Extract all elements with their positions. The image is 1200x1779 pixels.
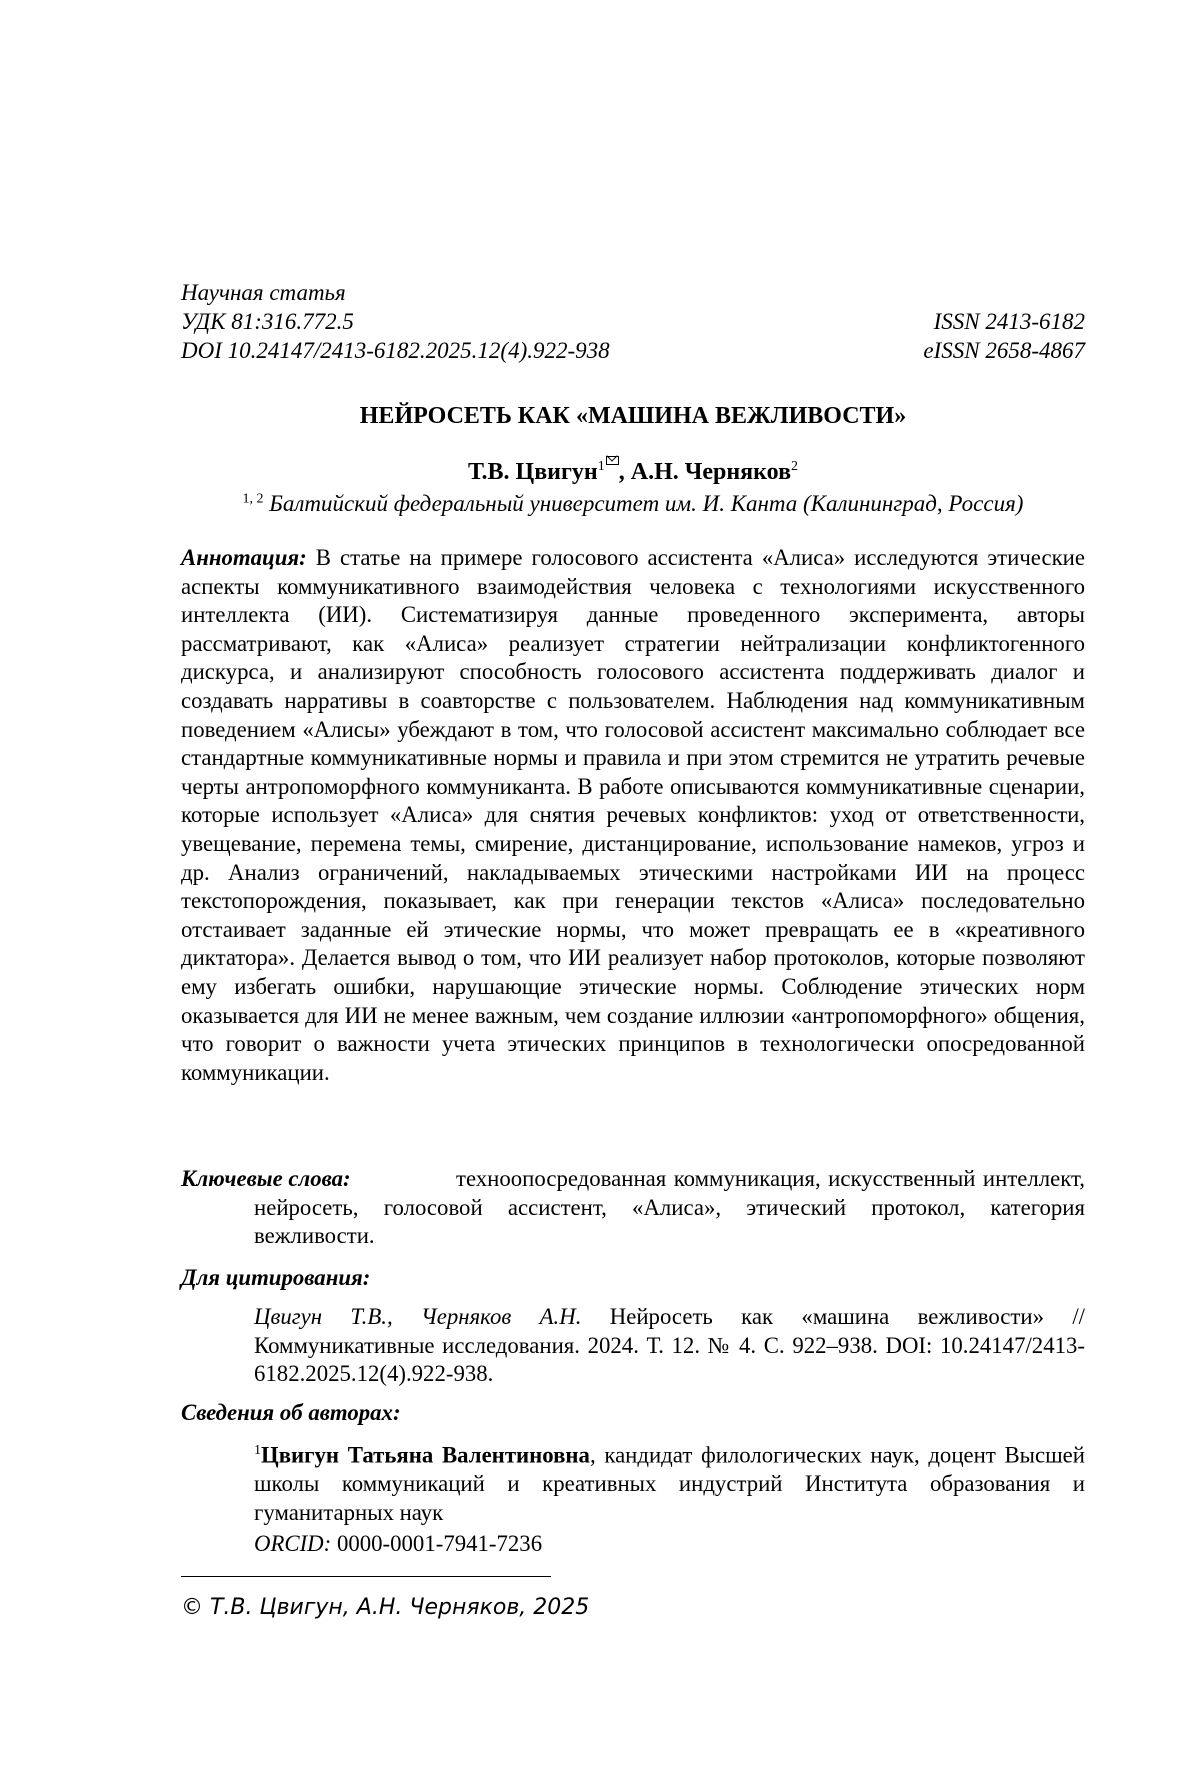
- keywords-text: техноопосредованная коммуникация, искусственный интеллект, нейросеть, голосовой ассистент, «Алиса», этический протокол, категория вежливости.: [254, 1166, 1085, 1249]
- article-title: НЕЙРОСЕТЬ КАК «МАШИНА ВЕЖЛИВОСТИ»: [359, 403, 907, 429]
- author-info: [254, 1437, 1085, 1527]
- author-info-label: Сведения об авторах:: [181, 1400, 401, 1425]
- author-info-name: Цвигун Татьяна Валентиновна: [261, 1442, 590, 1468]
- issn: ISSN 2413-6182: [933, 309, 1085, 334]
- affiliation: [181, 491, 1085, 517]
- citation: [254, 1303, 1085, 1389]
- header-line-2: [181, 307, 1085, 337]
- author-info-sup: 1: [254, 1443, 261, 1458]
- envelope-icon: [606, 456, 619, 465]
- orcid-value: 0000-0001-7941-7236: [336, 1531, 543, 1556]
- abstract-label: Аннотация:: [181, 545, 307, 570]
- copyright: © Т.В. Цвигун, А.Н. Черняков, 2025: [181, 1595, 590, 1620]
- orcid-label: ORCID:: [254, 1531, 332, 1556]
- citation-authors: Цвигун Т.В., Черняков А.Н.: [254, 1304, 582, 1329]
- citation-text: Нейросеть как «машина вежливости» // Коммуникативные исследования. 2024. Т. 12. № 4. С. 922–938. DOI: 10.24147/2413-6182.2025.12(4).922-938.: [254, 1304, 1085, 1387]
- eissn: eISSN 2658-4867: [923, 338, 1085, 363]
- authors-line: [181, 456, 1085, 486]
- abstract: [181, 544, 1085, 1087]
- author-1: Т.В. Цвигун: [467, 459, 598, 485]
- footnote-divider: [181, 1576, 551, 1577]
- orcid: [254, 1531, 542, 1557]
- keywords-label: Ключевые слова:: [181, 1166, 351, 1191]
- author-2: А.Н. Черняков: [630, 459, 792, 485]
- header-line-1: [181, 278, 1085, 308]
- author-2-sup: 2: [791, 459, 799, 474]
- article-type: Научная статья: [181, 280, 346, 305]
- doi: DOI 10.24147/2413-6182.2025.12(4).922-938: [181, 338, 610, 363]
- author-info-text: , кандидат филологических наук, доцент Высшей школы коммуникаций и креативных индустрий Института образования и гуманитарных наук: [254, 1442, 1085, 1525]
- udk: УДК 81:316.772.5: [181, 309, 354, 334]
- header-line-3: [181, 336, 1085, 366]
- affiliation-sup: 1, 2: [242, 491, 264, 507]
- abstract-text: В статье на примере голосового ассистента «Алиса» исследуются этические аспекты коммуникативного взаимодействия человека с технологиями искусственного интеллекта (ИИ). Систематизируя данные проведенного эксперимента, авторы рассматривают, как «Алиса» реализует стратегии нейтрализации конфликтогенного дискурса, и анализируют способность голосового ассистента поддерживать диалог и создавать нарративы в соавторстве с пользователем. Наблюдения над коммуникативным поведением «Алисы» убеждают в том, что голосовой ассистент максимально соблюдает все стандартные коммуникативные нормы и правила и при этом стремится не утратить речевые черты антропоморфного коммуниканта. В работе описываются коммуникативные сценарии, которые использует «Алиса» для снятия речевых конфликтов: уход от ответственности, увещевание, перемена темы, смирение, дистанцирование, использование намеков, угроз и др. Анализ ограничений, накладываемых этическими настройками ИИ на процесс текстопорождения, показывает, как при генерации текстов «Алиса» последовательно отстаивает заданные ей этические нормы, что может превращать ее в «креативного диктатора». Делается вывод о том, что ИИ реализует набор протоколов, которые позволяют ему избегать ошибки, нарушающие этические нормы. Соблюдение этических норм оказывается для ИИ не менее важным, чем создание иллюзии «антропоморфного» общения, что говорит о важности учета этических принципов в технологически опосредованной коммуникации.: [181, 545, 1085, 1085]
- author-separator: ,: [618, 459, 631, 485]
- author-1-sup: 1: [597, 459, 605, 474]
- citation-label: Для цитирования:: [181, 1265, 371, 1290]
- affiliation-text: Балтийский федеральный университет им. И. Канта (Калининград, Россия): [269, 491, 1024, 516]
